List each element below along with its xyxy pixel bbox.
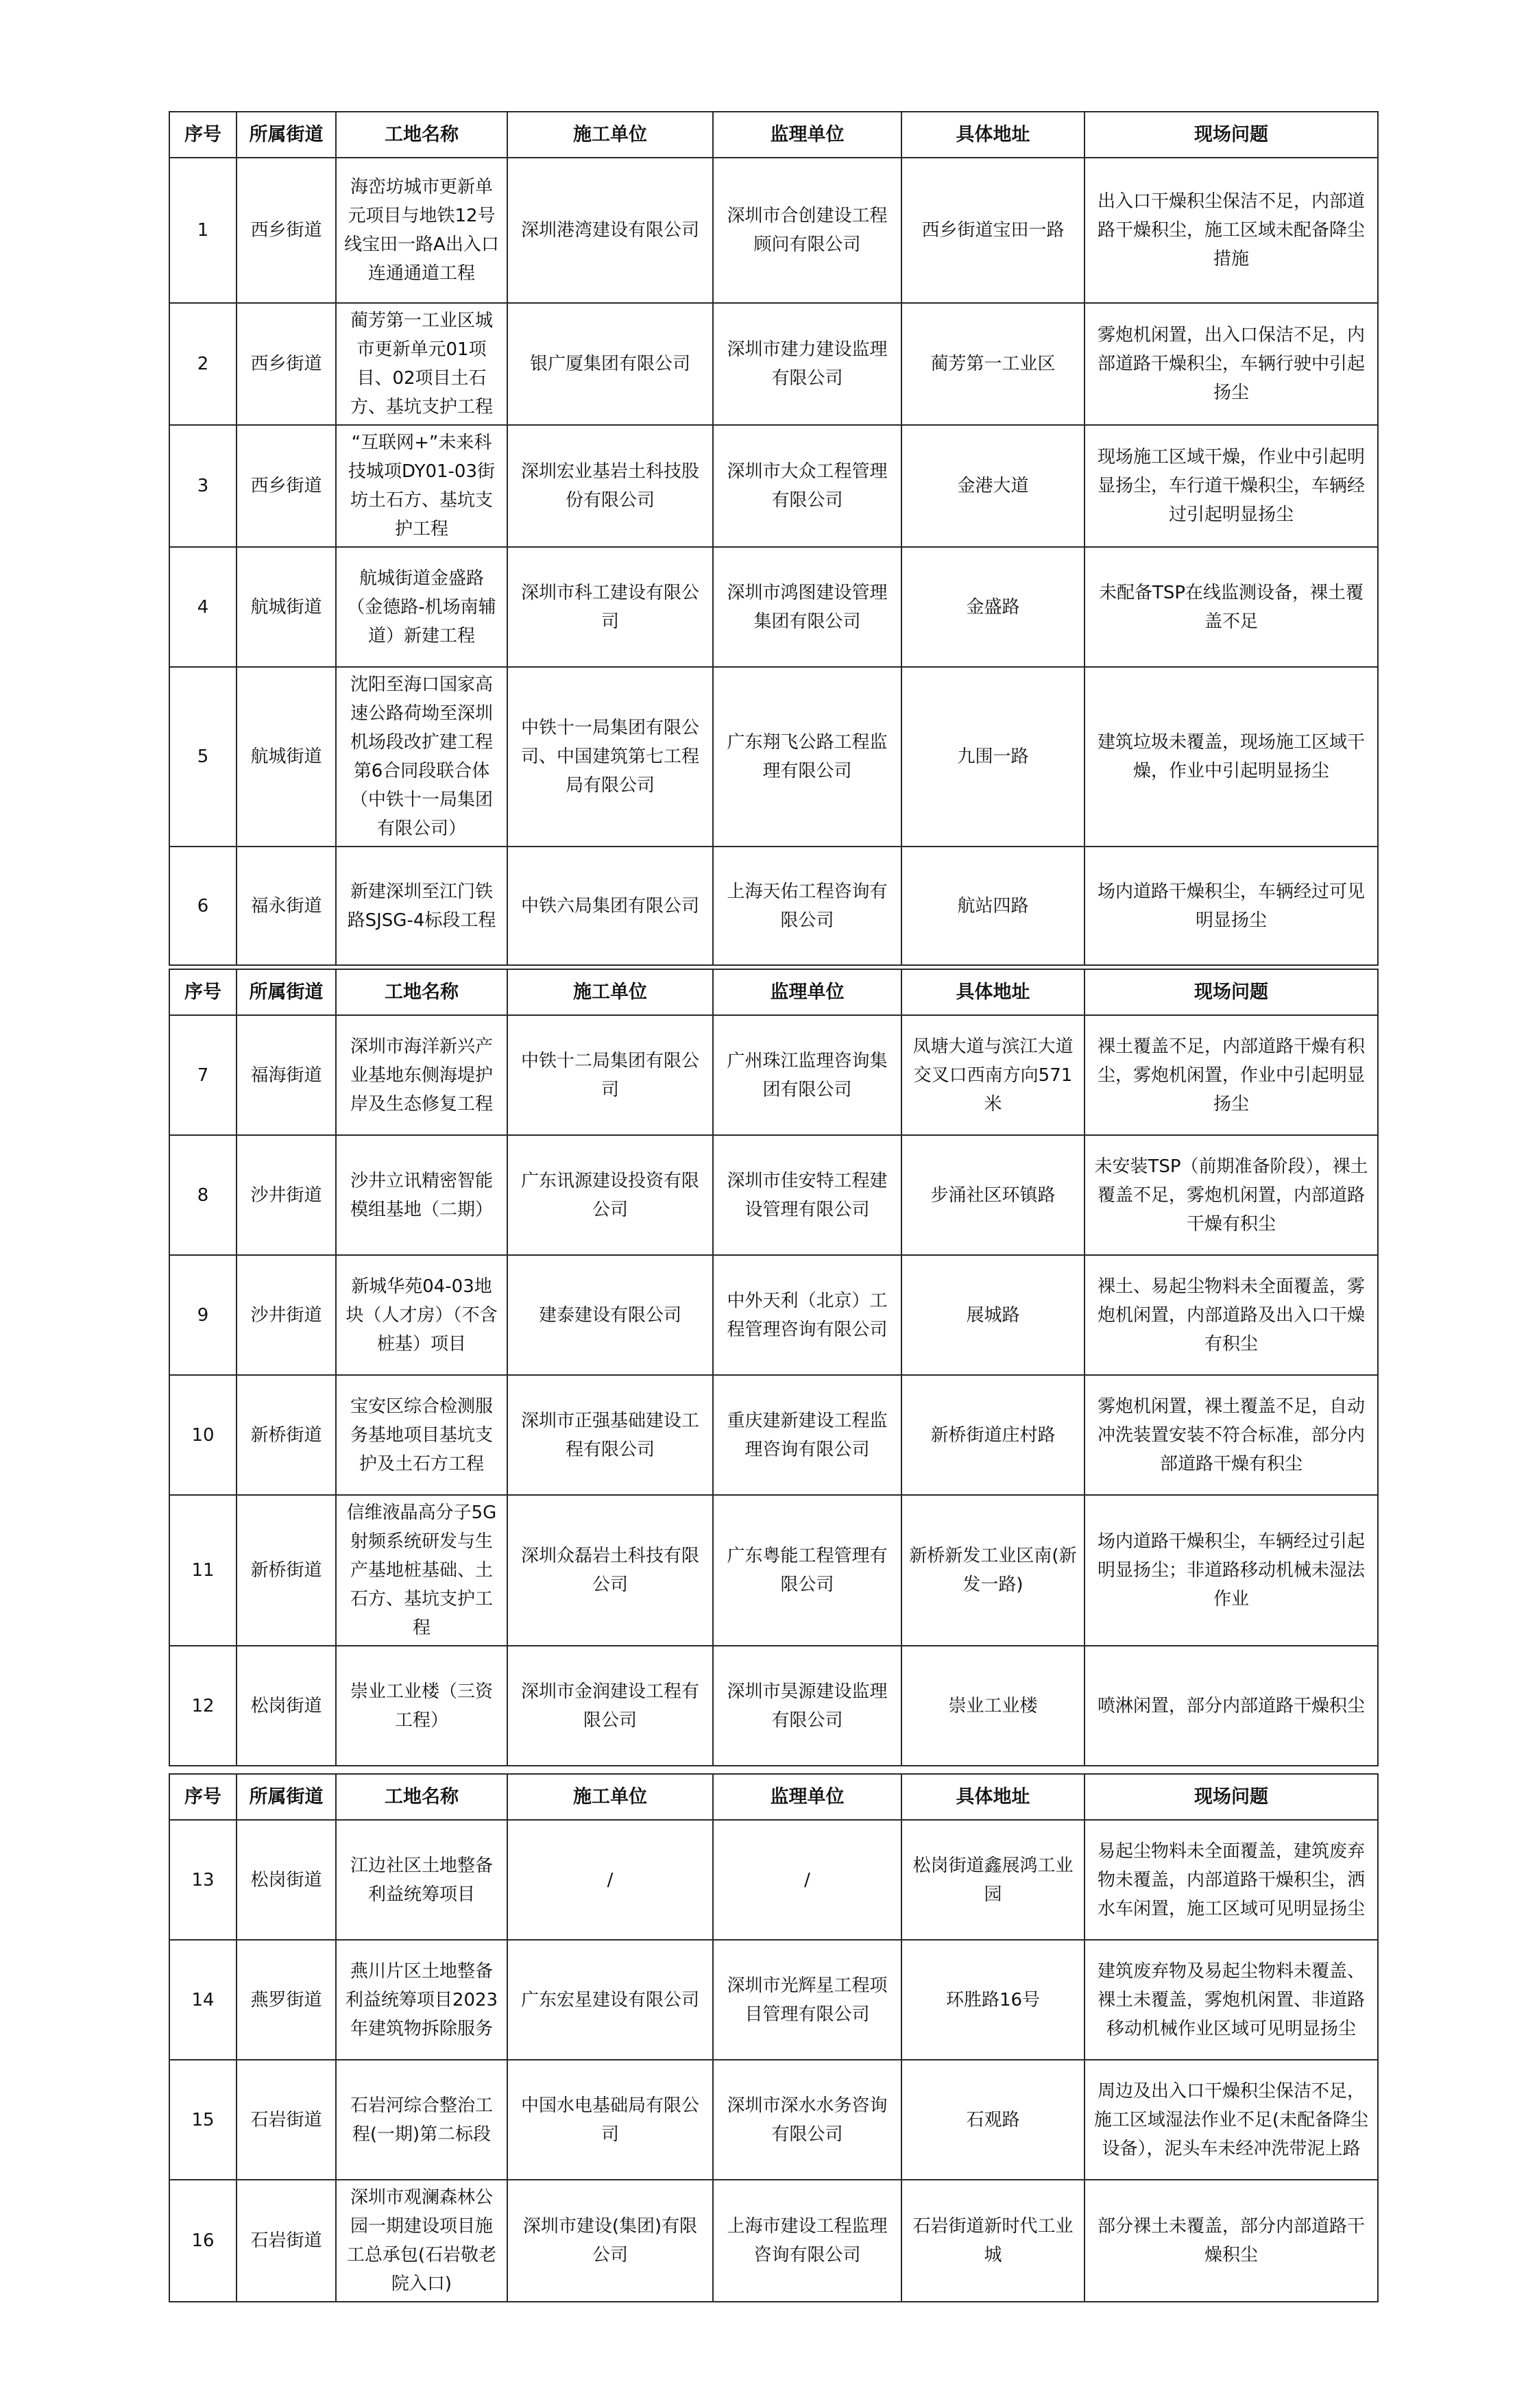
header-no: 序号 [169, 1774, 237, 1820]
cell-no: 7 [169, 1015, 237, 1135]
cell-no: 12 [169, 1646, 237, 1766]
header-no: 序号 [169, 969, 237, 1015]
cell-problem: 场内道路干燥积尘，车辆经过可见明显扬尘 [1084, 847, 1378, 965]
table-row [169, 1255, 1378, 1375]
cell-contractor: 广东宏星建设有限公司 [507, 1940, 713, 2060]
cell-no: 15 [169, 2060, 237, 2180]
header-problem: 现场问题 [1084, 969, 1378, 1015]
inspection-table-1 [169, 111, 1379, 966]
cell-site: 新建深圳至江门铁路SJSG-4标段工程 [336, 847, 507, 965]
cell-supervisor: 深圳市佳安特工程建设管理有限公司 [713, 1135, 901, 1255]
header-contractor: 施工单位 [507, 112, 713, 158]
cell-contractor: 广东讯源建设投资有限公司 [507, 1135, 713, 1255]
cell-address: 崇业工业楼 [901, 1646, 1084, 1766]
cell-problem: 建筑垃圾未覆盖，现场施工区域干燥，作业中引起明显扬尘 [1084, 667, 1378, 847]
cell-problem: 雾炮机闲置，出入口保洁不足，内部道路干燥积尘，车辆行驶中引起扬尘 [1084, 303, 1378, 425]
header-address: 具体地址 [901, 969, 1084, 1015]
table-row [169, 1135, 1378, 1255]
table-row [169, 2180, 1378, 2302]
header-address: 具体地址 [901, 112, 1084, 158]
cell-problem: 裸土覆盖不足，内部道路干燥有积尘，雾炮机闲置，作业中引起明显扬尘 [1084, 1015, 1378, 1135]
cell-no: 8 [169, 1135, 237, 1255]
cell-supervisor: 上海天佑工程咨询有限公司 [713, 847, 901, 965]
table-row [169, 1646, 1378, 1766]
cell-supervisor: 广东翔飞公路工程监理有限公司 [713, 667, 901, 847]
cell-street: 松岗街道 [237, 1820, 336, 1940]
header-site: 工地名称 [336, 969, 507, 1015]
cell-address: 凤塘大道与滨江大道交叉口西南方向571米 [901, 1015, 1084, 1135]
cell-problem: 建筑废弃物及易起尘物料未覆盖、裸土未覆盖，雾炮机闲置、非道路移动机械作业区域可见明显扬尘 [1084, 1940, 1378, 2060]
cell-no: 14 [169, 1940, 237, 2060]
cell-address: 新桥新发工业区南(新发一路) [901, 1495, 1084, 1646]
cell-site: 石岩河综合整治工程(一期)第二标段 [336, 2060, 507, 2180]
header-problem: 现场问题 [1084, 1774, 1378, 1820]
cell-street: 沙井街道 [237, 1255, 336, 1375]
cell-supervisor: 深圳市合创建设工程顾问有限公司 [713, 158, 901, 303]
cell-supervisor: 中外天利（北京）工程管理咨询有限公司 [713, 1255, 901, 1375]
cell-contractor: 深圳市科工建设有限公司 [507, 547, 713, 667]
cell-address: 九围一路 [901, 667, 1084, 847]
cell-site: 崇业工业楼（三资工程） [336, 1646, 507, 1766]
cell-address: 蔺芳第一工业区 [901, 303, 1084, 425]
table-row [169, 1940, 1378, 2060]
cell-contractor: 建泰建设有限公司 [507, 1255, 713, 1375]
cell-supervisor: 广东粤能工程管理有限公司 [713, 1495, 901, 1646]
cell-no: 1 [169, 158, 237, 303]
table-row [169, 2060, 1378, 2180]
cell-contractor: 深圳宏业基岩土科技股份有限公司 [507, 425, 713, 547]
cell-site: 新城华苑04-03地块（人才房）（不含桩基）项目 [336, 1255, 507, 1375]
table-row [169, 1495, 1378, 1646]
cell-site: 江边社区土地整备利益统筹项目 [336, 1820, 507, 1940]
cell-address: 松岗街道鑫展鸿工业园 [901, 1820, 1084, 1940]
cell-contractor: 深圳市建设(集团)有限公司 [507, 2180, 713, 2302]
cell-problem: 现场施工区域干燥，作业中引起明显扬尘，车行道干燥积尘，车辆经过引起明显扬尘 [1084, 425, 1378, 547]
table-row [169, 667, 1378, 847]
header-street: 所属街道 [237, 969, 336, 1015]
header-site: 工地名称 [336, 1774, 507, 1820]
header-contractor: 施工单位 [507, 969, 713, 1015]
header-supervisor: 监理单位 [713, 112, 901, 158]
cell-no: 3 [169, 425, 237, 547]
cell-contractor: 中国水电基础局有限公司 [507, 2060, 713, 2180]
cell-problem: 裸土、易起尘物料未全面覆盖，雾炮机闲置，内部道路及出入口干燥有积尘 [1084, 1255, 1378, 1375]
table-header-row [169, 112, 1378, 158]
table-row [169, 158, 1378, 303]
cell-address: 环胜路16号 [901, 1940, 1084, 2060]
cell-problem: 未安装TSP（前期准备阶段），裸土覆盖不足，雾炮机闲置，内部道路干燥有积尘 [1084, 1135, 1378, 1255]
cell-problem: 出入口干燥积尘保洁不足，内部道路干燥积尘，施工区域未配备降尘措施 [1084, 158, 1378, 303]
cell-supervisor: 深圳市大众工程管理有限公司 [713, 425, 901, 547]
header-supervisor: 监理单位 [713, 1774, 901, 1820]
cell-street: 福海街道 [237, 1015, 336, 1135]
cell-no: 11 [169, 1495, 237, 1646]
cell-problem: 部分裸土未覆盖，部分内部道路干燥积尘 [1084, 2180, 1378, 2302]
cell-street: 航城街道 [237, 547, 336, 667]
table-row [169, 1375, 1378, 1495]
cell-site: 沈阳至海口国家高速公路荷坳至深圳机场段改扩建工程第6合同段联合体（中铁十一局集团有限公司） [336, 667, 507, 847]
cell-street: 西乡街道 [237, 303, 336, 425]
cell-contractor: 银广厦集团有限公司 [507, 303, 713, 425]
cell-supervisor: 重庆建新建设工程监理咨询有限公司 [713, 1375, 901, 1495]
cell-site: 蔺芳第一工业区城市更新单元01项目、02项目土石方、基坑支护工程 [336, 303, 507, 425]
cell-problem: 未配备TSP在线监测设备，裸土覆盖不足 [1084, 547, 1378, 667]
cell-supervisor: 广州珠江监理咨询集团有限公司 [713, 1015, 901, 1135]
header-site: 工地名称 [336, 112, 507, 158]
cell-problem: 雾炮机闲置，裸土覆盖不足，自动冲洗装置安装不符合标准，部分内部道路干燥有积尘 [1084, 1375, 1378, 1495]
cell-street: 西乡街道 [237, 425, 336, 547]
cell-contractor: 深圳市正强基础建设工程有限公司 [507, 1375, 713, 1495]
cell-problem: 易起尘物料未全面覆盖，建筑废弃物未覆盖，内部道路干燥积尘，洒水车闲置，施工区域可见明显扬尘 [1084, 1820, 1378, 1940]
table-row [169, 547, 1378, 667]
table-header-row [169, 969, 1378, 1015]
cell-contractor: 中铁十一局集团有限公司、中国建筑第七工程局有限公司 [507, 667, 713, 847]
cell-street: 燕罗街道 [237, 1940, 336, 2060]
cell-supervisor: 深圳市昊源建设监理有限公司 [713, 1646, 901, 1766]
cell-address: 金港大道 [901, 425, 1084, 547]
cell-no: 4 [169, 547, 237, 667]
table-row [169, 847, 1378, 965]
cell-contractor: 深圳众磊岩土科技有限公司 [507, 1495, 713, 1646]
header-contractor: 施工单位 [507, 1774, 713, 1820]
cell-street: 福永街道 [237, 847, 336, 965]
cell-site: 深圳市海洋新兴产业基地东侧海堤护岸及生态修复工程 [336, 1015, 507, 1135]
table-header-row [169, 1774, 1378, 1820]
cell-no: 2 [169, 303, 237, 425]
inspection-table-3 [169, 1773, 1379, 2302]
cell-site: 航城街道金盛路（金德路-机场南辅道）新建工程 [336, 547, 507, 667]
cell-problem: 喷淋闲置，部分内部道路干燥积尘 [1084, 1646, 1378, 1766]
cell-contractor: 深圳市金润建设工程有限公司 [507, 1646, 713, 1766]
cell-no: 10 [169, 1375, 237, 1495]
cell-contractor: / [507, 1820, 713, 1940]
cell-address: 金盛路 [901, 547, 1084, 667]
cell-contractor: 中铁六局集团有限公司 [507, 847, 713, 965]
cell-street: 石岩街道 [237, 2060, 336, 2180]
cell-site: 宝安区综合检测服务基地项目基坑支护及土石方工程 [336, 1375, 507, 1495]
cell-supervisor: 上海市建设工程监理咨询有限公司 [713, 2180, 901, 2302]
cell-no: 5 [169, 667, 237, 847]
header-address: 具体地址 [901, 1774, 1084, 1820]
header-street: 所属街道 [237, 1774, 336, 1820]
header-no: 序号 [169, 112, 237, 158]
header-supervisor: 监理单位 [713, 969, 901, 1015]
inspection-table-2 [169, 969, 1379, 1766]
cell-supervisor: 深圳市深水水务咨询有限公司 [713, 2060, 901, 2180]
cell-no: 9 [169, 1255, 237, 1375]
cell-no: 16 [169, 2180, 237, 2302]
cell-address: 航站四路 [901, 847, 1084, 965]
table-row [169, 303, 1378, 425]
cell-problem: 周边及出入口干燥积尘保洁不足，施工区域湿法作业不足(未配备降尘设备），泥头车未经冲洗带泥上路 [1084, 2060, 1378, 2180]
cell-address: 石岩街道新时代工业城 [901, 2180, 1084, 2302]
cell-site: 燕川片区土地整备利益统筹项目2023年建筑物拆除服务 [336, 1940, 507, 2060]
cell-supervisor: 深圳市光辉星工程项目管理有限公司 [713, 1940, 901, 2060]
table-row [169, 425, 1378, 547]
cell-street: 松岗街道 [237, 1646, 336, 1766]
header-problem: 现场问题 [1084, 112, 1378, 158]
cell-street: 沙井街道 [237, 1135, 336, 1255]
cell-contractor: 中铁十二局集团有限公司 [507, 1015, 713, 1135]
cell-no: 13 [169, 1820, 237, 1940]
cell-site: 信维液晶高分子5G射频系统研发与生产基地桩基础、土石方、基坑支护工程 [336, 1495, 507, 1646]
cell-site: 深圳市观澜森林公园一期建设项目施工总承包(石岩敬老院入口) [336, 2180, 507, 2302]
cell-street: 石岩街道 [237, 2180, 336, 2302]
cell-problem: 场内道路干燥积尘，车辆经过引起明显扬尘；非道路移动机械未湿法作业 [1084, 1495, 1378, 1646]
cell-address: 石观路 [901, 2060, 1084, 2180]
cell-address: 步涌社区环镇路 [901, 1135, 1084, 1255]
cell-street: 新桥街道 [237, 1495, 336, 1646]
cell-street: 西乡街道 [237, 158, 336, 303]
cell-no: 6 [169, 847, 237, 965]
cell-address: 展城路 [901, 1255, 1084, 1375]
cell-contractor: 深圳港湾建设有限公司 [507, 158, 713, 303]
cell-supervisor: / [713, 1820, 901, 1940]
cell-site: 海峦坊城市更新单元项目与地铁12号线宝田一路A出入口连通通道工程 [336, 158, 507, 303]
cell-supervisor: 深圳市建力建设监理有限公司 [713, 303, 901, 425]
cell-address: 新桥街道庄村路 [901, 1375, 1084, 1495]
cell-street: 新桥街道 [237, 1375, 336, 1495]
cell-site: “互联网+”未来科技城项DY01-03街坊土石方、基坑支护工程 [336, 425, 507, 547]
cell-supervisor: 深圳市鸿图建设管理集团有限公司 [713, 547, 901, 667]
table-row [169, 1015, 1378, 1135]
cell-street: 航城街道 [237, 667, 336, 847]
table-row [169, 1820, 1378, 1940]
cell-address: 西乡街道宝田一路 [901, 158, 1084, 303]
cell-site: 沙井立讯精密智能模组基地（二期） [336, 1135, 507, 1255]
header-street: 所属街道 [237, 112, 336, 158]
